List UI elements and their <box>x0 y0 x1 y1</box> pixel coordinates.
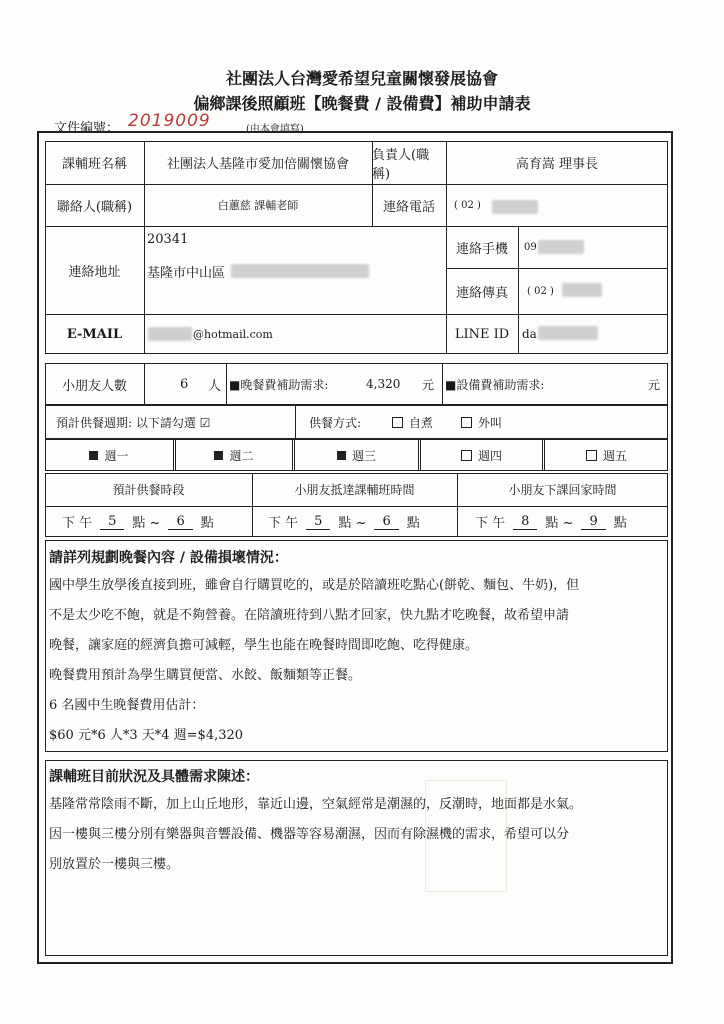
day-option-tue[interactable] <box>176 439 292 471</box>
time-end: 6 <box>168 514 192 530</box>
contact-value: 白蕙慈 課輔老師 <box>217 199 299 212</box>
time-suffix: 點 <box>406 516 420 531</box>
meal-method-option-label: 外叫 <box>478 415 503 430</box>
class-name-value: 社團法人基隆市愛加倍關懷協會 <box>166 157 349 172</box>
kids-count-value: 6 <box>180 376 189 392</box>
org-title: 社團法人台灣愛希望兒童關懷發展協會 <box>225 69 498 88</box>
time-prefix: 下 午 <box>62 516 93 531</box>
time-start: 5 <box>306 514 330 530</box>
day-label: 週二 <box>229 448 254 463</box>
plan-line: 6 名國中生晚餐費用估計： <box>49 698 205 713</box>
time-prefix: 下 午 <box>268 516 299 531</box>
arrival-time-header: 小朋友抵達課輔班時間 <box>294 483 415 497</box>
budget-divider <box>442 363 443 405</box>
day-option-thu[interactable] <box>421 439 542 471</box>
line-id-value: da <box>522 327 537 341</box>
time-mid: 點 ~ <box>545 516 574 531</box>
meal-method-option[interactable] <box>461 405 502 439</box>
postal-code: 20341 <box>147 231 189 247</box>
kids-count-label: 小朋友人數 <box>61 378 127 394</box>
day-option-fri[interactable] <box>545 439 668 471</box>
status-line: 別放置於一樓與三樓。 <box>49 857 180 872</box>
dinner-subsidy-value: 4,320 <box>366 377 401 391</box>
checkbox-icon <box>461 417 472 428</box>
mobile-prefix: 09 <box>524 241 537 253</box>
checked-box-icon <box>214 451 223 460</box>
day-label: 週三 <box>351 448 376 463</box>
contact-label: 聯絡人(職稱) <box>56 199 133 215</box>
info-col-divider <box>518 226 519 354</box>
doc-number-value: 2019009 <box>128 111 211 131</box>
owner-label: 負責人(職稱) <box>372 147 430 182</box>
status-body <box>49 790 665 880</box>
checked-box-icon <box>89 451 98 460</box>
departure-time-value <box>475 506 627 537</box>
budget-divider <box>226 363 227 405</box>
plan-title: 請詳列規劃晚餐內容 / 設備損壞情況： <box>49 550 288 566</box>
status-line: 因一樓與三樓分別有樂器與音響設備、機器等容易潮濕，因而有除濕機的需求，希望可以分 <box>49 827 570 842</box>
plan-line: $60 元*6 人*3 天*4 週=$4,320 <box>49 728 244 743</box>
time-end: 6 <box>374 514 398 530</box>
dinner-subsidy-unit: 元 <box>422 377 435 392</box>
status-title: 課輔班目前狀況及具體需求陳述： <box>49 769 259 785</box>
meal-method-label: 供餐方式: <box>309 415 362 430</box>
equipment-subsidy-label: ■設備費補助需求: <box>445 377 545 392</box>
meal-time-header: 預計供餐時段 <box>112 483 185 497</box>
doc-number-label: 文件編號： <box>54 121 120 136</box>
meal-method-option[interactable] <box>392 405 433 439</box>
checkbox-icon <box>392 417 403 428</box>
phone-prefix: ( 02 ) <box>454 199 481 211</box>
email-redacted <box>148 327 192 341</box>
day-option-wed[interactable] <box>295 439 418 471</box>
kids-count-unit: 人 <box>208 378 222 394</box>
time-suffix: 點 <box>613 516 627 531</box>
schedule-divider <box>295 405 296 439</box>
meal-method-option-label: 自煮 <box>409 415 434 430</box>
phone-label: 連絡電話 <box>382 199 435 215</box>
time-prefix: 下 午 <box>475 516 506 531</box>
mobile-redacted <box>538 240 584 254</box>
stamp-bleed-through <box>425 780 507 892</box>
fax-redacted <box>562 283 602 297</box>
time-suffix: 點 <box>200 516 214 531</box>
plan-line: 國中學生放學後直接到班，雖會自行購買吃的，或是於陪讀班吃點心(餅乾、麵包、牛奶)，但 <box>49 578 580 593</box>
plan-body <box>49 571 665 751</box>
fax-prefix: ( 02 ) <box>527 285 554 297</box>
address-label: 連絡地址 <box>68 264 121 280</box>
time-start: 8 <box>513 514 537 530</box>
line-id-redacted <box>538 326 598 340</box>
meal-time-value <box>62 506 214 537</box>
day-label: 週一 <box>104 448 129 463</box>
phone-redacted <box>492 200 538 214</box>
day-label: 週五 <box>602 448 627 463</box>
email-label: E-MAIL <box>66 326 123 342</box>
time-end: 9 <box>581 514 605 530</box>
checkbox-icon <box>461 450 472 461</box>
checkbox-icon <box>586 450 597 461</box>
plan-line: 晚餐費用預計為學生購買便當、水餃、飯麵類等正餐。 <box>49 668 362 683</box>
plan-line: 不是太少吃不飽，就是不夠營養。在陪讀班待到八點才回家，快九點才吃晚餐，故希望申請 <box>49 608 570 623</box>
time-mid: 點 ~ <box>338 516 367 531</box>
address-redacted <box>231 264 369 278</box>
owner-value: 高育嵩 理事長 <box>515 157 599 172</box>
departure-time-header: 小朋友下課回家時間 <box>508 483 617 497</box>
day-label: 週四 <box>477 448 502 463</box>
arrival-time-value <box>268 506 420 537</box>
doc-number-note: (由本會填寫) <box>246 124 304 135</box>
plan-line: 晚餐，讓家庭的經濟負擔可減輕，學生也能在晚餐時間即吃飽、吃得健康。 <box>49 638 479 653</box>
mobile-label: 連絡手機 <box>455 241 508 257</box>
address-value: 基隆市中山區 <box>147 265 226 281</box>
email-value: @hotmail.com <box>193 327 273 341</box>
dinner-subsidy-label: ■晚餐費補助需求: <box>229 377 329 392</box>
class-name-label: 課輔班名稱 <box>61 157 127 172</box>
day-option-mon[interactable] <box>45 439 173 471</box>
equipment-subsidy-unit: 元 <box>648 377 661 392</box>
fax-label: 連絡傳真 <box>455 285 508 301</box>
time-start: 5 <box>100 514 124 530</box>
week-select-label: 預計供餐週期: 以下請勾選 ☑ <box>56 415 211 430</box>
checked-box-icon <box>337 451 346 460</box>
line-id-label: LINE ID <box>454 326 510 342</box>
time-mid: 點 ~ <box>132 516 161 531</box>
form-title: 偏鄉課後照顧班【晚餐費 / 設備費】補助申請表 <box>193 94 531 113</box>
budget-divider <box>144 363 145 405</box>
status-line: 基隆常常陰雨不斷，加上山丘地形，靠近山邊，空氣經常是潮濕的，反潮時，地面都是水氣。 <box>49 797 583 812</box>
